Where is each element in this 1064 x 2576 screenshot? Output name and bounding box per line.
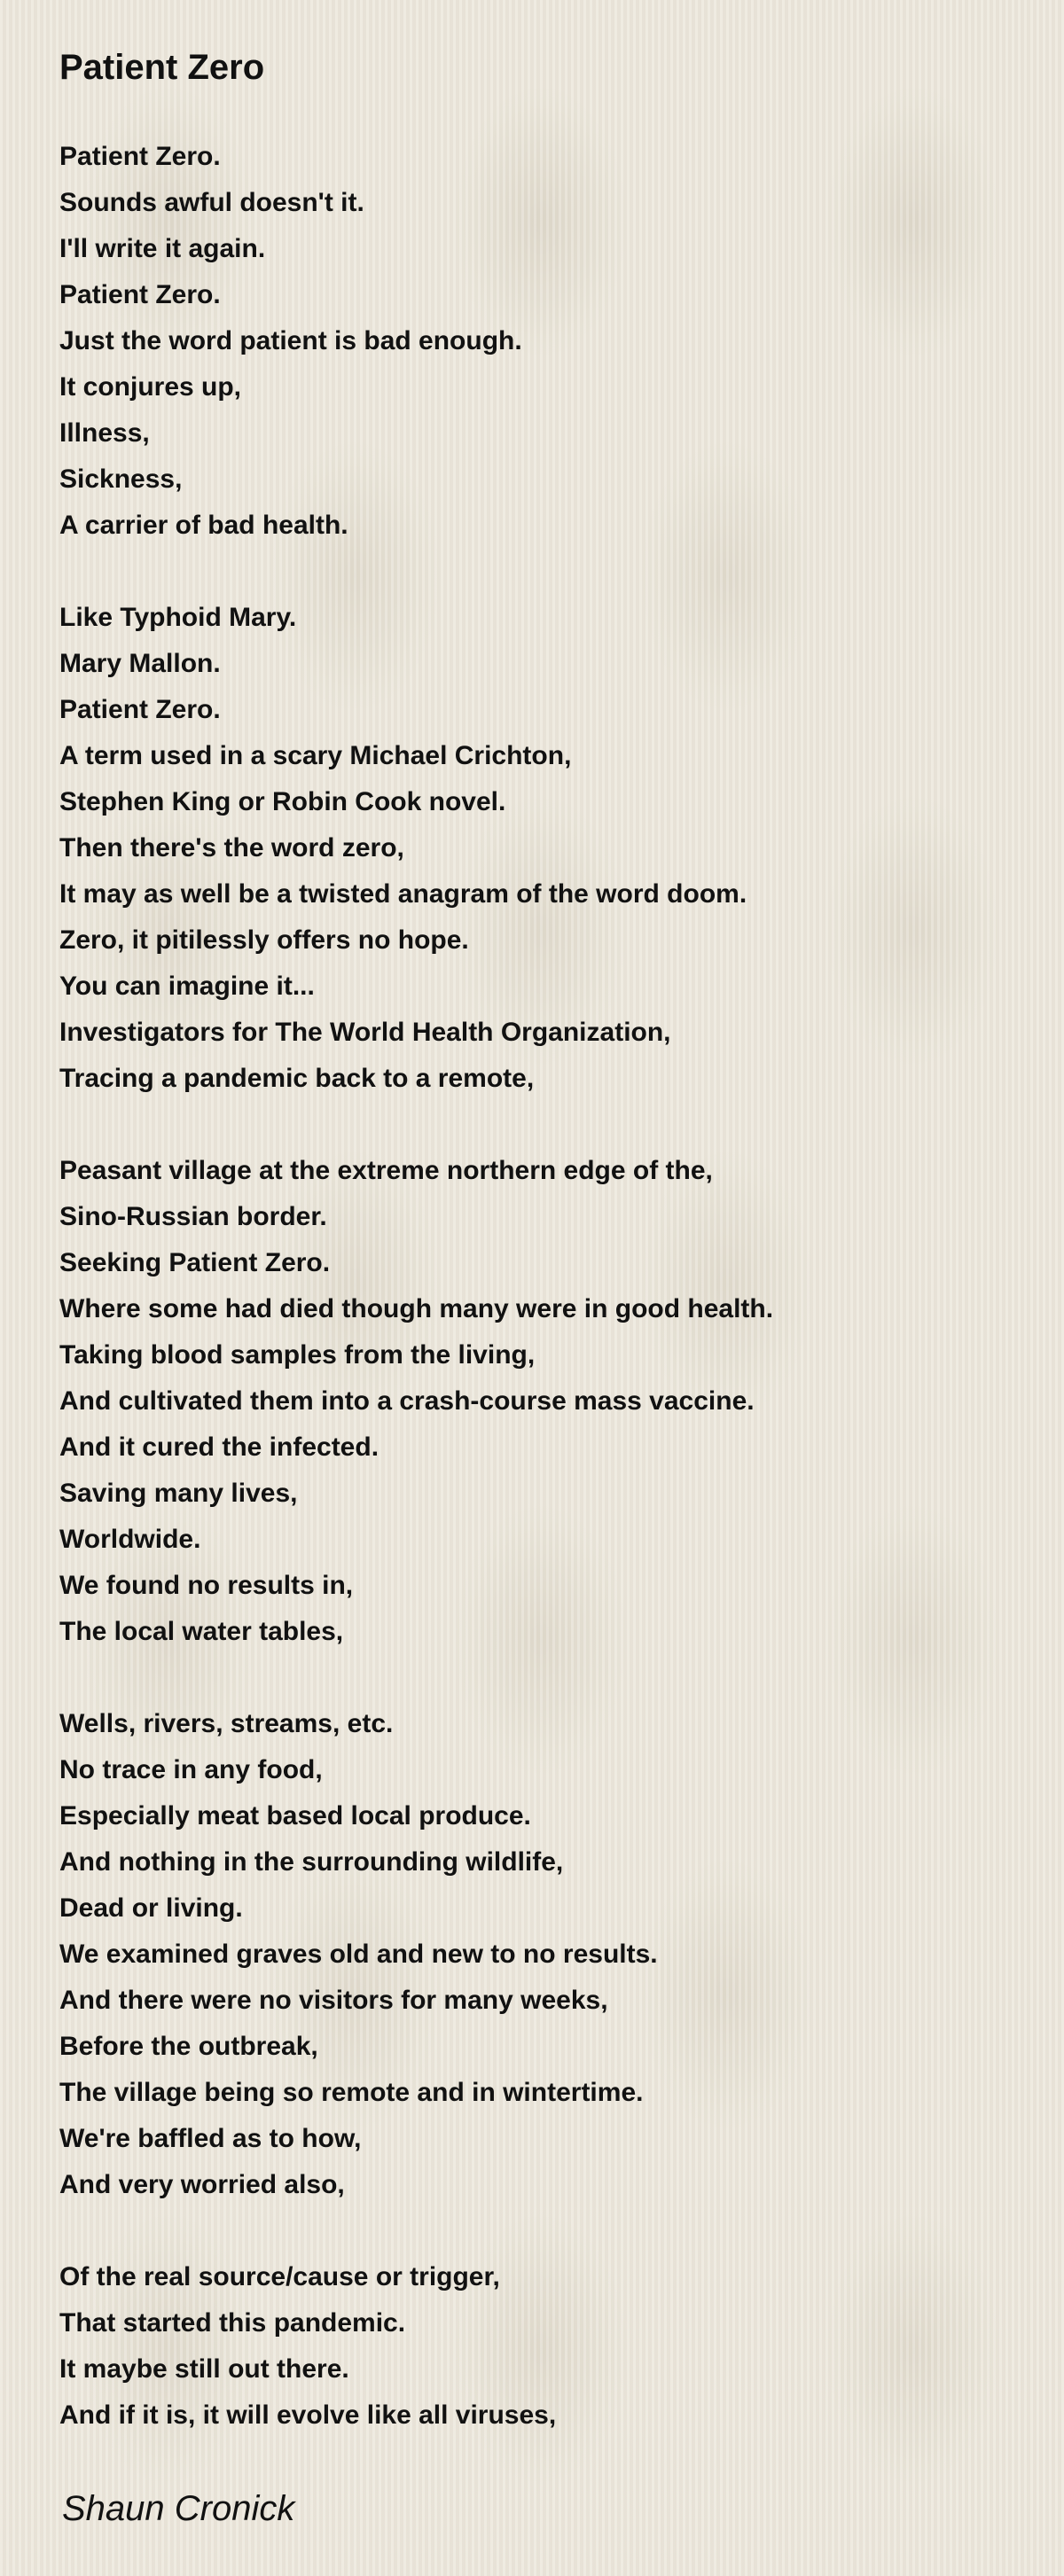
poem-line: We're baffled as to how, [59,2124,362,2153]
poem-line: And there were no visitors for many weeks, [59,1986,608,2015]
poem-line: Especially meat based local produce. [59,1801,531,1831]
poem-line: Seeking Patient Zero. [59,1248,331,1277]
poem-line: Before the outbreak, [59,2032,318,2061]
poem-line: Where some had died though many were in good health. [59,1294,774,1323]
poem-line: It maybe still out there. [59,2354,349,2384]
poem-line: It may as well be a twisted anagram of the word doom. [59,879,747,909]
stanza-gap [59,549,1035,595]
poem-line: Illness, [59,418,150,448]
poem-line: Patient Zero. [59,142,221,171]
poem-line: Taking blood samples from the living, [59,1340,536,1370]
poem-line: That started this pandemic. [59,2308,406,2338]
poem-line: And very worried also, [59,2170,345,2199]
poem-line: No trace in any food, [59,1755,323,1784]
poem-line: Sickness, [59,464,183,494]
poem-line: Like Typhoid Mary. [59,603,297,632]
poem-line: Tracing a pandemic back to a remote, [59,1064,535,1093]
poem-line: A term used in a scary Michael Crichton, [59,741,572,770]
poem-line: We examined graves old and new to no results. [59,1940,658,1969]
poem-line: And it cured the infected. [59,1432,379,1462]
poem-line: Then there's the word zero, [59,833,404,863]
poem-line: The village being so remote and in wintertime. [59,2078,644,2107]
poem-line: It conjures up, [59,372,242,402]
poem-line: Zero, it pitilessly offers no hope. [59,925,469,955]
stanza-gap [59,1102,1035,1148]
poem-line: A carrier of bad health. [59,511,348,540]
poem-line: Investigators for The World Health Organization, [59,1018,671,1047]
poem-line: Sounds awful doesn't it. [59,188,364,217]
poem-line: You can imagine it... [59,972,315,1001]
poem-line: Mary Mallon. [59,649,221,678]
poem-line: And nothing in the surrounding wildlife, [59,1847,564,1877]
poem-title: Patient Zero [59,48,265,87]
poem-line: Saving many lives, [59,1479,298,1508]
poem-line: Patient Zero. [59,695,221,724]
stanza-gap [59,2208,1035,2254]
poem-line: I'll write it again. [59,234,266,263]
poem-body [59,134,1035,2439]
poem-line: The local water tables, [59,1617,344,1646]
poem-line: Patient Zero. [59,280,221,309]
poem-line: Worldwide. [59,1525,201,1554]
poem-line: Stephen King or Robin Cook novel. [59,787,506,816]
poem-author: Shaun Cronick [62,2489,295,2528]
poem-line: Peasant village at the extreme northern edge of the, [59,1156,713,1185]
poem-line: Wells, rivers, streams, etc. [59,1709,394,1738]
poem-line: And cultivated them into a crash-course mass vaccine. [59,1386,755,1416]
poem-line: Dead or living. [59,1893,243,1923]
poem-line: Just the word patient is bad enough. [59,326,522,355]
poem-line: We found no results in, [59,1571,354,1600]
poem-line: Of the real source/cause or trigger, [59,2262,500,2291]
poem-line: And if it is, it will evolve like all viruses, [59,2400,557,2430]
poem-line: Sino-Russian border. [59,1202,327,1231]
stanza-gap [59,1655,1035,1701]
